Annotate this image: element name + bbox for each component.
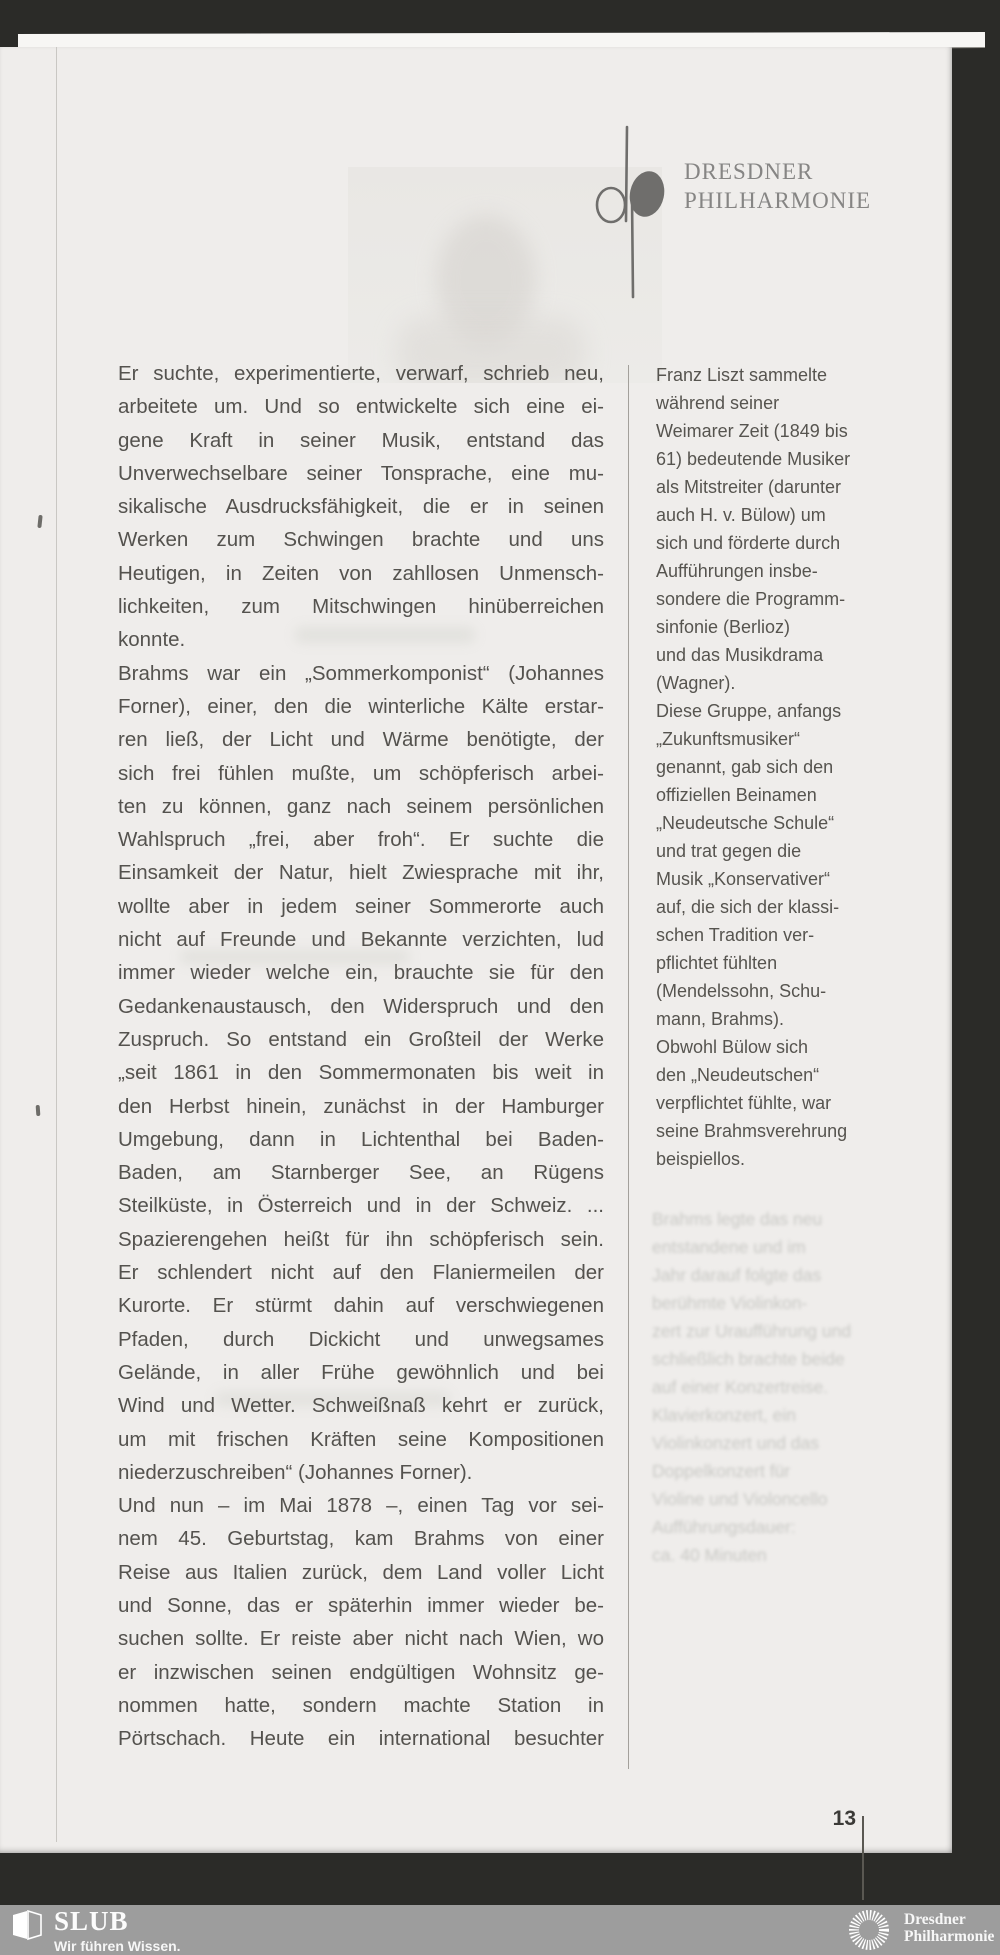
text-line: nicht auf Freunde und Bekannte verzichten, lud [118,928,604,952]
text-line: immer wieder welche ein, brauchte sie für den [118,961,604,985]
text-line: sich und förderte durch [656,533,841,553]
text-line: Violinkonzert und das [652,1433,820,1453]
text-line: sikalische Ausdrucksfähigkeit, die er in seinen [118,495,604,519]
text-line: auf einer Konzertreise. [652,1377,829,1397]
text-line: auf, die sich der klassi- [656,897,840,917]
text-line: seine Brahmsverehrung [656,1121,848,1141]
page-number: 13 [832,1807,856,1830]
text-line: verpflichtet fühlte, war [656,1093,832,1113]
text-line: Aufführungen insbe- [656,561,818,581]
text-line: (Mendelssohn, Schu- [656,981,827,1001]
scan-page [0,47,952,1853]
text-line: sich frei fühlen mußte, um schöpferisch arbei- [118,761,604,785]
text-line: entstandene und im [652,1237,806,1257]
text-line: sondere die Programm- [656,589,846,609]
text-line: nem 45. Geburtstag, kam Brahms von einer [118,1527,604,1551]
text-line: und trat gegen die [656,841,802,861]
text-line: Aufführungsdauer: [652,1517,796,1537]
text-line: Jahr darauf folgte das [652,1265,822,1285]
staple-mark [36,1105,41,1116]
text-line: pflichtet fühlten [656,953,778,973]
text-line: ca. 40 Minuten [652,1545,767,1565]
text-line: „seit 1861 in den Sommermonaten bis weit in [118,1061,604,1085]
text-line: um mit frischen Kräften seine Kompositionen [118,1427,604,1451]
philharmonie-footer-line2: Philharmonie [904,1928,995,1945]
text-line: Brahms legte das neu [652,1209,823,1229]
text-line: lichkeiten, zum Mitschwingen hinüberreichen [118,595,604,619]
text-line: beispiellos. [656,1149,746,1169]
text-line: nommen hatte, sondern machte Station in [118,1693,604,1717]
text-line: während seiner [656,393,780,413]
text-line: Wahlspruch „frei, aber froh“. Er suchte die [118,828,604,852]
text-line: Doppelkonzert für [652,1461,791,1481]
text-line: Und nun – im Mai 1878 –, einen Tag vor sei- [118,1494,604,1518]
text-line: Brahms war ein „Sommerkomponist“ (Johannes [118,661,604,685]
brand-line-2: PHILHARMONIE [684,188,872,213]
text-line: berühmte Violinkon- [652,1293,808,1313]
text-line: niederzuschreiben“ (Johannes Forner). [118,1460,473,1484]
text-line: Reise aus Italien zurück, dem Land voller Licht [118,1560,604,1584]
text-line: genannt, gab sich den [656,757,834,777]
text-line: Violine und Violoncello [652,1489,828,1509]
text-line: auch H. v. Bülow) um [656,505,826,525]
text-line: schen Tradition ver- [656,925,815,945]
text-line: konnte. [118,628,186,652]
text-line: mann, Brahms). [656,1009,785,1029]
text-line: als Mitstreiter (darunter [656,477,842,497]
starburst-icon [846,1907,892,1953]
text-line: „Zukunftsmusiker“ [656,729,801,749]
text-line: Umgebung, dann in Lichtenthal bei Baden- [118,1127,604,1151]
text-line: (Wagner). [656,673,736,693]
text-line: Steilküste, in Österreich und in der Schweiz. ... [118,1194,604,1218]
text-line: Er suchte, experimentierte, verwarf, schrieb neu, [118,362,604,385]
slub-logo [12,1908,232,1954]
brand-wordmark [684,157,871,215]
text-line: Heutigen, in Zeiten von zahllosen Unmensch- [118,561,604,585]
text-line: den Herbst hinein, zunächst in der Hamburger [118,1094,604,1118]
text-line: Einsamkeit der Natur, hielt Zwiesprache mit ihr, [118,861,604,885]
text-line: Musik „Konservativer“ [656,869,831,889]
slub-wordmark: SLUB [54,1906,129,1936]
text-line: ren ließ, der Licht und Wärme benötigte, der [118,728,604,752]
text-line: Klavierkonzert, ein [652,1405,796,1425]
text-line: sinfonie (Berlioz) [656,617,791,637]
text-line: Wind und Wetter. Schweißnaß kehrt er zurück, [118,1394,604,1418]
text-line: er inzwischen seinen endgültigen Wohnsitz ge- [118,1660,604,1684]
column-divider-rule [628,365,629,1769]
text-line: Franz Liszt sammelte [656,365,828,385]
text-line: Weimarer Zeit (1849 bis [656,421,848,441]
text-line: Baden, am Starnberger See, an Rügens [118,1161,604,1185]
text-line: Zuspruch. So entstand ein Großteil der Werke [118,1027,604,1051]
sidebar-note-column [656,361,912,1173]
underlying-page-edge-line [56,47,57,1842]
text-line: offiziellen Beinamen [656,785,817,805]
page-number-rule [862,1816,864,1900]
dresdner-philharmonie-dp-icon [588,119,688,304]
slub-tagline: Wir führen Wissen. [54,1938,181,1954]
staple-mark [37,515,42,528]
text-line: „Neudeutsche Schule“ [656,813,835,833]
brand-line-1: DRESDNER [684,159,814,184]
philharmonie-footer-line1: Dresdner [904,1911,966,1928]
philharmonie-footer-text [904,1911,994,1945]
text-line: Gelände, in aller Frühe gewöhnlich und bei [118,1360,604,1384]
text-line: 61) bedeutende Musiker [656,449,851,469]
viewer-footer [0,1905,1000,1955]
text-line: Forner), einer, den die winterliche Kälte erstar- [118,694,604,718]
text-line: den „Neudeutschen“ [656,1065,820,1085]
text-line: Werken zum Schwingen brachte und uns [118,528,604,552]
text-line: arbeitete um. Und so entwickelte sich eine ei- [118,395,604,419]
text-line: Spazierengehen heißt für ihn schöpferisch sein. [118,1227,604,1251]
text-line: gene Kraft in seiner Musik, entstand das [118,428,604,452]
philharmonie-footer-logo [846,1907,996,1953]
bleedthrough-text-block [652,1205,914,1569]
text-line: ten zu können, ganz nach seinem persönlichen [118,794,604,818]
text-line: und das Musikdrama [656,645,824,665]
slub-book-icon [12,1910,44,1942]
text-line: zert zur Uraufführung und [652,1321,852,1341]
text-line: und Sonne, das er späterhin immer wieder be- [118,1593,604,1617]
text-line: suchen sollte. Er reiste aber nicht nach Wien, wo [118,1627,604,1651]
text-line: wollte aber in jedem seiner Sommerorte auch [118,894,604,918]
text-line: Pörtschach. Heute ein international besuchter [118,1727,604,1751]
text-line: Gedankenaustausch, den Widerspruch und den [118,994,604,1018]
text-line: Er schlendert nicht auf den Flaniermeilen der [118,1261,604,1285]
text-line: Unverwechselbare seiner Tonsprache, eine mu- [118,461,604,485]
text-line: schließlich brachte beide [652,1349,845,1369]
text-line: Obwohl Bülow sich [656,1037,809,1057]
text-line: Kurorte. Er stürmt dahin auf verschwiegenen [118,1294,604,1318]
main-text-column [118,357,604,1755]
text-line: Diese Gruppe, anfangs [656,701,842,721]
text-line: Pfaden, durch Dickicht und unwegsames [118,1327,604,1351]
